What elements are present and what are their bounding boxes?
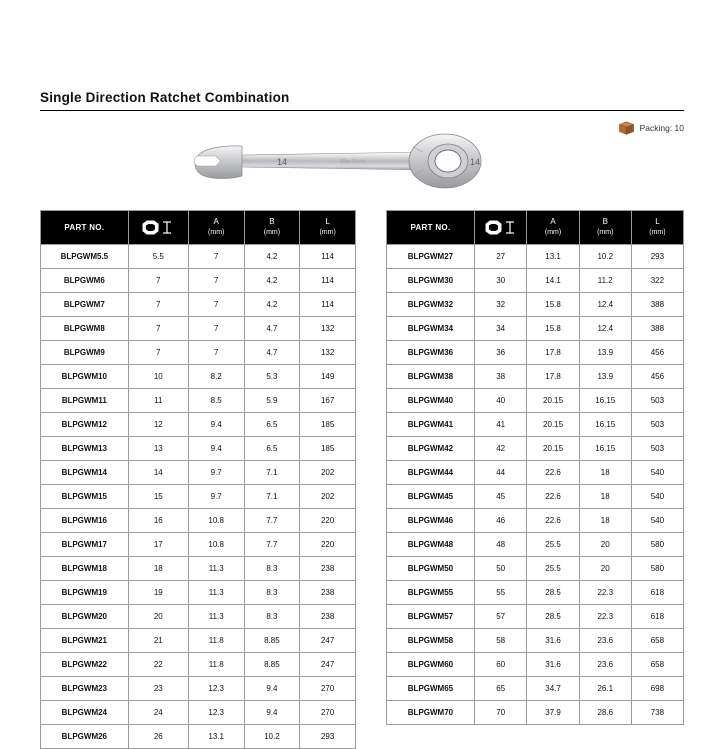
cell-size: 7 bbox=[128, 293, 188, 317]
cell-part-no: BLPGWM12 bbox=[41, 413, 129, 437]
cell-size: 27 bbox=[474, 245, 527, 269]
table-row bbox=[41, 629, 356, 653]
table-row bbox=[387, 413, 684, 437]
cell-size: 44 bbox=[474, 461, 527, 485]
column-header-b bbox=[244, 211, 300, 245]
cell-l: 738 bbox=[631, 701, 683, 725]
table-row bbox=[387, 677, 684, 701]
cell-size: 30 bbox=[474, 269, 527, 293]
cell-a: 20.15 bbox=[527, 413, 579, 437]
cell-b: 8.3 bbox=[244, 605, 300, 629]
cell-l: 202 bbox=[300, 461, 356, 485]
cell-part-no: BLPGWM16 bbox=[41, 509, 129, 533]
cell-size: 58 bbox=[474, 629, 527, 653]
table-row bbox=[387, 509, 684, 533]
table-row bbox=[41, 317, 356, 341]
cell-l: 456 bbox=[631, 341, 683, 365]
cell-size: 50 bbox=[474, 557, 527, 581]
cell-part-no: BLPGWM19 bbox=[41, 581, 129, 605]
page-title: Single Direction Ratchet Combination bbox=[40, 90, 290, 105]
cell-part-no: BLPGWM44 bbox=[387, 461, 475, 485]
cell-a: 15.8 bbox=[527, 293, 579, 317]
cell-b: 4.2 bbox=[244, 293, 300, 317]
cell-l: 580 bbox=[631, 533, 683, 557]
cell-part-no: BLPGWM36 bbox=[387, 341, 475, 365]
table-row bbox=[41, 605, 356, 629]
cell-part-no: BLPGWM5.5 bbox=[41, 245, 129, 269]
table-row bbox=[41, 293, 356, 317]
cell-size: 12 bbox=[128, 413, 188, 437]
column-header-b-unit: (mm) bbox=[597, 229, 614, 237]
cell-part-no: BLPGWM20 bbox=[41, 605, 129, 629]
svg-text:Blue Point: Blue Point bbox=[340, 159, 366, 165]
cell-b: 16.15 bbox=[579, 437, 631, 461]
cell-a: 31.6 bbox=[527, 629, 579, 653]
cell-b: 18 bbox=[579, 485, 631, 509]
cell-a: 9.4 bbox=[188, 437, 244, 461]
table-row bbox=[387, 581, 684, 605]
cell-l: 540 bbox=[631, 485, 683, 509]
cell-l: 132 bbox=[300, 317, 356, 341]
cell-b: 9.4 bbox=[244, 677, 300, 701]
cell-b: 12.4 bbox=[579, 317, 631, 341]
cell-b: 20 bbox=[579, 557, 631, 581]
cell-b: 9.4 bbox=[244, 701, 300, 725]
cell-part-no: BLPGWM57 bbox=[387, 605, 475, 629]
column-header-l-unit: (mm) bbox=[649, 229, 666, 237]
cell-l: 618 bbox=[631, 581, 683, 605]
cell-l: 658 bbox=[631, 653, 683, 677]
cell-part-no: BLPGWM30 bbox=[387, 269, 475, 293]
cell-l: 238 bbox=[300, 557, 356, 581]
cell-size: 17 bbox=[128, 533, 188, 557]
cell-size: 5.5 bbox=[128, 245, 188, 269]
cell-part-no: BLPGWM7 bbox=[41, 293, 129, 317]
cell-a: 25.5 bbox=[527, 533, 579, 557]
cell-size: 14 bbox=[128, 461, 188, 485]
cell-b: 7.1 bbox=[244, 461, 300, 485]
table-row bbox=[387, 533, 684, 557]
table-header-row bbox=[387, 211, 684, 245]
cell-part-no: BLPGWM15 bbox=[41, 485, 129, 509]
cell-a: 10.8 bbox=[188, 509, 244, 533]
cell-l: 238 bbox=[300, 605, 356, 629]
cell-a: 7 bbox=[188, 245, 244, 269]
cell-size: 19 bbox=[128, 581, 188, 605]
cell-part-no: BLPGWM8 bbox=[41, 317, 129, 341]
cell-b: 5.9 bbox=[244, 389, 300, 413]
column-header-l-unit: (mm) bbox=[319, 229, 336, 237]
table-row bbox=[41, 581, 356, 605]
cell-l: 220 bbox=[300, 533, 356, 557]
table-row bbox=[387, 437, 684, 461]
cell-l: 185 bbox=[300, 413, 356, 437]
table-row bbox=[387, 653, 684, 677]
cell-size: 7 bbox=[128, 341, 188, 365]
table-row bbox=[387, 701, 684, 725]
cell-b: 10.2 bbox=[244, 725, 300, 749]
cell-size: 10 bbox=[128, 365, 188, 389]
table-row bbox=[41, 365, 356, 389]
table-row bbox=[387, 557, 684, 581]
table-row bbox=[387, 269, 684, 293]
column-header-part: PART NO. bbox=[41, 211, 129, 245]
cell-size: 15 bbox=[128, 485, 188, 509]
column-header-a bbox=[188, 211, 244, 245]
cell-size: 55 bbox=[474, 581, 527, 605]
cell-b: 22.3 bbox=[579, 581, 631, 605]
cell-b: 18 bbox=[579, 461, 631, 485]
cell-part-no: BLPGWM9 bbox=[41, 341, 129, 365]
cell-l: 388 bbox=[631, 293, 683, 317]
cell-b: 8.85 bbox=[244, 629, 300, 653]
table-row bbox=[387, 317, 684, 341]
spec-table-left bbox=[40, 210, 356, 749]
cell-l: 540 bbox=[631, 509, 683, 533]
cell-b: 18 bbox=[579, 509, 631, 533]
cell-size: 41 bbox=[474, 413, 527, 437]
cell-a: 7 bbox=[188, 293, 244, 317]
cell-a: 9.7 bbox=[188, 485, 244, 509]
cell-size: 40 bbox=[474, 389, 527, 413]
table-row bbox=[41, 701, 356, 725]
cell-l: 270 bbox=[300, 701, 356, 725]
cell-l: 114 bbox=[300, 269, 356, 293]
cell-a: 13.1 bbox=[527, 245, 579, 269]
table-row bbox=[387, 485, 684, 509]
cell-b: 13.9 bbox=[579, 365, 631, 389]
cell-a: 28.5 bbox=[527, 605, 579, 629]
cell-b: 8.3 bbox=[244, 581, 300, 605]
cell-size: 60 bbox=[474, 653, 527, 677]
table-row bbox=[387, 365, 684, 389]
cell-l: 167 bbox=[300, 389, 356, 413]
cell-part-no: BLPGWM32 bbox=[387, 293, 475, 317]
cell-part-no: BLPGWM40 bbox=[387, 389, 475, 413]
cell-size: 48 bbox=[474, 533, 527, 557]
table-row bbox=[41, 245, 356, 269]
cell-a: 11.8 bbox=[188, 629, 244, 653]
cell-size: 18 bbox=[128, 557, 188, 581]
cell-a: 25.5 bbox=[527, 557, 579, 581]
column-header-b bbox=[579, 211, 631, 245]
table-row bbox=[387, 461, 684, 485]
cell-size: 23 bbox=[128, 677, 188, 701]
cell-size: 24 bbox=[128, 701, 188, 725]
table-row bbox=[41, 269, 356, 293]
cell-size: 22 bbox=[128, 653, 188, 677]
cell-size: 46 bbox=[474, 509, 527, 533]
cell-a: 9.4 bbox=[188, 413, 244, 437]
cell-b: 7.1 bbox=[244, 485, 300, 509]
cell-size: 32 bbox=[474, 293, 527, 317]
cell-part-no: BLPGWM14 bbox=[41, 461, 129, 485]
column-header-part: PART NO. bbox=[387, 211, 475, 245]
cell-l: 540 bbox=[631, 461, 683, 485]
cell-size: 7 bbox=[128, 269, 188, 293]
title-divider bbox=[40, 110, 684, 111]
cell-part-no: BLPGWM18 bbox=[41, 557, 129, 581]
cell-a: 8.5 bbox=[188, 389, 244, 413]
cell-part-no: BLPGWM11 bbox=[41, 389, 129, 413]
packing-info bbox=[619, 121, 684, 135]
cell-b: 6.5 bbox=[244, 437, 300, 461]
cell-b: 4.2 bbox=[244, 269, 300, 293]
cell-l: 503 bbox=[631, 389, 683, 413]
table-row bbox=[387, 341, 684, 365]
cell-part-no: BLPGWM45 bbox=[387, 485, 475, 509]
cell-a: 11.3 bbox=[188, 557, 244, 581]
cell-l: 185 bbox=[300, 437, 356, 461]
cell-a: 28.5 bbox=[527, 581, 579, 605]
cell-a: 11.3 bbox=[188, 605, 244, 629]
cell-l: 247 bbox=[300, 629, 356, 653]
cell-b: 7.7 bbox=[244, 533, 300, 557]
cell-a: 11.3 bbox=[188, 581, 244, 605]
table-row bbox=[387, 245, 684, 269]
cell-part-no: BLPGWM22 bbox=[41, 653, 129, 677]
cell-size: 57 bbox=[474, 605, 527, 629]
cell-part-no: BLPGWM58 bbox=[387, 629, 475, 653]
cell-b: 13.9 bbox=[579, 341, 631, 365]
svg-text:14: 14 bbox=[277, 157, 288, 167]
column-header-b-label: B bbox=[602, 217, 608, 227]
cell-b: 22.3 bbox=[579, 605, 631, 629]
cell-l: 114 bbox=[300, 245, 356, 269]
table-row bbox=[41, 485, 356, 509]
cell-part-no: BLPGWM27 bbox=[387, 245, 475, 269]
cell-part-no: BLPGWM60 bbox=[387, 653, 475, 677]
table-header-row bbox=[41, 211, 356, 245]
cell-b: 6.5 bbox=[244, 413, 300, 437]
cell-part-no: BLPGWM10 bbox=[41, 365, 129, 389]
cell-a: 15.8 bbox=[527, 317, 579, 341]
cell-b: 4.7 bbox=[244, 317, 300, 341]
cell-b: 12.4 bbox=[579, 293, 631, 317]
table-row bbox=[41, 389, 356, 413]
cell-part-no: BLPGWM48 bbox=[387, 533, 475, 557]
cell-part-no: BLPGWM21 bbox=[41, 629, 129, 653]
cell-part-no: BLPGWM42 bbox=[387, 437, 475, 461]
cell-l: 580 bbox=[631, 557, 683, 581]
cell-l: 322 bbox=[631, 269, 683, 293]
column-header-l bbox=[300, 211, 356, 245]
svg-text:14: 14 bbox=[470, 157, 481, 167]
product-image bbox=[180, 125, 510, 200]
cell-size: 26 bbox=[128, 725, 188, 749]
cell-size: 13 bbox=[128, 437, 188, 461]
cell-b: 20 bbox=[579, 533, 631, 557]
cell-l: 220 bbox=[300, 509, 356, 533]
cell-size: 38 bbox=[474, 365, 527, 389]
cell-a: 22.6 bbox=[527, 485, 579, 509]
cell-b: 4.2 bbox=[244, 245, 300, 269]
cell-a: 7 bbox=[188, 341, 244, 365]
table-row bbox=[41, 653, 356, 677]
cell-a: 7 bbox=[188, 269, 244, 293]
cell-part-no: BLPGWM38 bbox=[387, 365, 475, 389]
column-header-a-unit: (mm) bbox=[208, 229, 225, 237]
column-header-a-label: A bbox=[550, 217, 556, 227]
cell-a: 22.6 bbox=[527, 509, 579, 533]
cell-part-no: BLPGWM26 bbox=[41, 725, 129, 749]
cell-size: 34 bbox=[474, 317, 527, 341]
cell-a: 12.3 bbox=[188, 701, 244, 725]
cell-l: 238 bbox=[300, 581, 356, 605]
cell-a: 31.6 bbox=[527, 653, 579, 677]
cell-part-no: BLPGWM24 bbox=[41, 701, 129, 725]
cell-size: 65 bbox=[474, 677, 527, 701]
cell-l: 456 bbox=[631, 365, 683, 389]
column-header-a bbox=[527, 211, 579, 245]
cell-b: 23.6 bbox=[579, 629, 631, 653]
cell-b: 23.6 bbox=[579, 653, 631, 677]
cell-part-no: BLPGWM13 bbox=[41, 437, 129, 461]
cell-b: 28.6 bbox=[579, 701, 631, 725]
table-row bbox=[41, 437, 356, 461]
cell-size: 7 bbox=[128, 317, 188, 341]
cell-l: 149 bbox=[300, 365, 356, 389]
cell-b: 16.15 bbox=[579, 389, 631, 413]
cell-b: 7.7 bbox=[244, 509, 300, 533]
packing-label: Packing: 10 bbox=[639, 123, 684, 133]
table-row bbox=[387, 629, 684, 653]
column-header-l bbox=[631, 211, 683, 245]
cell-b: 16.15 bbox=[579, 413, 631, 437]
cell-a: 13.1 bbox=[188, 725, 244, 749]
table-row bbox=[41, 677, 356, 701]
cell-b: 8.85 bbox=[244, 653, 300, 677]
cell-l: 388 bbox=[631, 317, 683, 341]
cell-part-no: BLPGWM6 bbox=[41, 269, 129, 293]
table-row bbox=[41, 533, 356, 557]
cell-size: 21 bbox=[128, 629, 188, 653]
cell-a: 17.8 bbox=[527, 341, 579, 365]
cell-b: 11.2 bbox=[579, 269, 631, 293]
column-header-b-label: B bbox=[269, 217, 275, 227]
cell-size: 36 bbox=[474, 341, 527, 365]
table-row bbox=[387, 389, 684, 413]
cell-part-no: BLPGWM41 bbox=[387, 413, 475, 437]
cell-part-no: BLPGWM34 bbox=[387, 317, 475, 341]
cell-size: 16 bbox=[128, 509, 188, 533]
cell-l: 618 bbox=[631, 605, 683, 629]
column-header-b-unit: (mm) bbox=[263, 229, 281, 237]
cell-a: 9.7 bbox=[188, 461, 244, 485]
table-row bbox=[41, 725, 356, 749]
cell-part-no: BLPGWM50 bbox=[387, 557, 475, 581]
cell-a: 8.2 bbox=[188, 365, 244, 389]
cell-a: 37.9 bbox=[527, 701, 579, 725]
cell-b: 8.3 bbox=[244, 557, 300, 581]
table-row bbox=[387, 605, 684, 629]
cell-l: 114 bbox=[300, 293, 356, 317]
cell-a: 10.8 bbox=[188, 533, 244, 557]
table-row bbox=[41, 461, 356, 485]
wrench-size-icon bbox=[474, 211, 527, 245]
cell-part-no: BLPGWM55 bbox=[387, 581, 475, 605]
cell-size: 70 bbox=[474, 701, 527, 725]
table-row bbox=[41, 557, 356, 581]
cell-part-no: BLPGWM46 bbox=[387, 509, 475, 533]
cell-l: 293 bbox=[631, 245, 683, 269]
cell-l: 132 bbox=[300, 341, 356, 365]
cell-a: 7 bbox=[188, 317, 244, 341]
cell-a: 11.8 bbox=[188, 653, 244, 677]
cell-a: 22.6 bbox=[527, 461, 579, 485]
cell-a: 14.1 bbox=[527, 269, 579, 293]
cell-b: 4.7 bbox=[244, 341, 300, 365]
cell-b: 26.1 bbox=[579, 677, 631, 701]
cell-l: 658 bbox=[631, 629, 683, 653]
wrench-size-icon bbox=[128, 211, 188, 245]
cell-size: 20 bbox=[128, 605, 188, 629]
cell-a: 17.8 bbox=[527, 365, 579, 389]
cell-part-no: BLPGWM17 bbox=[41, 533, 129, 557]
cell-l: 202 bbox=[300, 485, 356, 509]
cell-l: 503 bbox=[631, 437, 683, 461]
cell-a: 20.15 bbox=[527, 437, 579, 461]
table-row bbox=[387, 293, 684, 317]
column-header-a-unit: (mm) bbox=[544, 229, 562, 237]
cell-b: 10.2 bbox=[579, 245, 631, 269]
cell-l: 270 bbox=[300, 677, 356, 701]
spec-table-right bbox=[386, 210, 684, 725]
cell-part-no: BLPGWM65 bbox=[387, 677, 475, 701]
cell-l: 698 bbox=[631, 677, 683, 701]
cell-size: 11 bbox=[128, 389, 188, 413]
cell-b: 5.3 bbox=[244, 365, 300, 389]
table-row bbox=[41, 413, 356, 437]
cell-l: 247 bbox=[300, 653, 356, 677]
cell-l: 293 bbox=[300, 725, 356, 749]
column-header-l-label: L bbox=[655, 217, 660, 227]
cell-part-no: BLPGWM23 bbox=[41, 677, 129, 701]
box-icon bbox=[619, 121, 634, 135]
cell-size: 42 bbox=[474, 437, 527, 461]
cell-a: 20.15 bbox=[527, 389, 579, 413]
cell-a: 12.3 bbox=[188, 677, 244, 701]
column-header-l-label: L bbox=[325, 217, 330, 227]
cell-size: 45 bbox=[474, 485, 527, 509]
cell-a: 34.7 bbox=[527, 677, 579, 701]
table-row bbox=[41, 341, 356, 365]
cell-part-no: BLPGWM70 bbox=[387, 701, 475, 725]
table-row bbox=[41, 509, 356, 533]
column-header-a-label: A bbox=[213, 217, 219, 227]
cell-l: 503 bbox=[631, 413, 683, 437]
